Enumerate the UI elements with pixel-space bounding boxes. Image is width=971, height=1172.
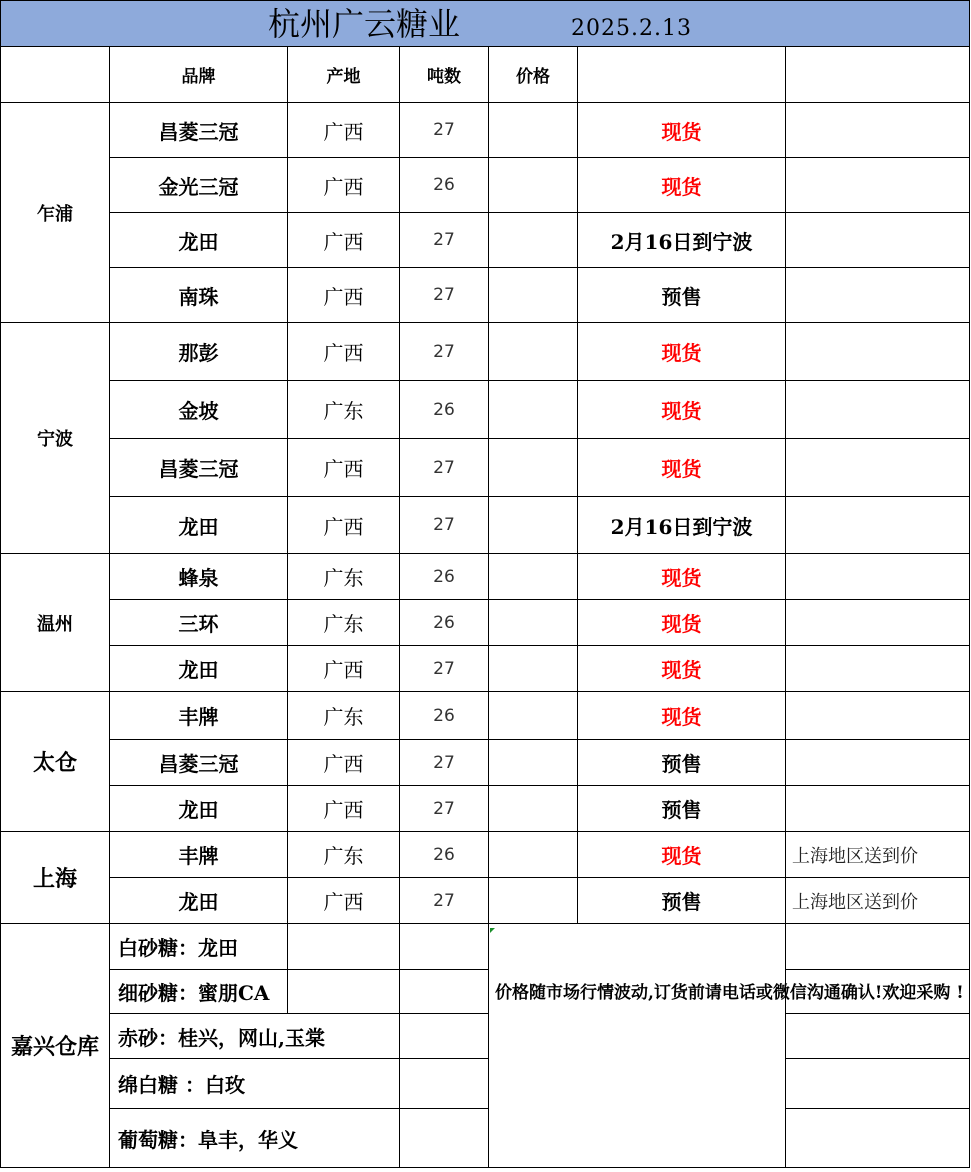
note-cell [786, 554, 970, 600]
warehouse-product: 白砂糖：龙田 [110, 924, 288, 970]
brand-cell: 丰牌 [110, 692, 288, 740]
tons-cell: 26 [400, 600, 489, 646]
header-origin: 产地 [288, 47, 400, 103]
warehouse-product: 赤砂：桂兴，网山,玉棠 [110, 1014, 400, 1059]
status-cell: 预售 [578, 268, 786, 323]
note-cell [786, 646, 970, 692]
brand-cell: 昌菱三冠 [110, 740, 288, 786]
price-cell [489, 497, 578, 554]
status-cell: 2月16日到宁波 [578, 497, 786, 554]
title-bar [0, 0, 970, 47]
note-cell [786, 740, 970, 786]
origin-cell: 广西 [288, 158, 400, 213]
price-cell [489, 692, 578, 740]
status-cell: 现货 [578, 439, 786, 497]
warehouse-blank-cell [400, 1109, 489, 1168]
price-cell [489, 554, 578, 600]
origin-cell: 广西 [288, 497, 400, 554]
header-blank-cell [0, 47, 110, 103]
tons-cell: 27 [400, 323, 489, 381]
warehouse-blank-cell [400, 924, 489, 970]
brand-cell: 龙田 [110, 878, 288, 924]
brand-cell: 南珠 [110, 268, 288, 323]
header-note-blank [786, 47, 970, 103]
price-cell [489, 381, 578, 439]
note-cell [786, 103, 970, 158]
city-label: 乍浦 [0, 103, 110, 323]
city-label: 温州 [0, 554, 110, 692]
note-cell [786, 439, 970, 497]
status-cell: 现货 [578, 692, 786, 740]
status-cell: 现货 [578, 158, 786, 213]
origin-cell: 广西 [288, 878, 400, 924]
warehouse-product: 绵白糖 ：白玫 [110, 1059, 400, 1109]
price-cell [489, 323, 578, 381]
origin-cell: 广东 [288, 692, 400, 740]
status-cell: 现货 [578, 600, 786, 646]
header-status-blank [578, 47, 786, 103]
note-cell [786, 158, 970, 213]
tons-cell: 27 [400, 786, 489, 832]
note-blank-cell [786, 1059, 970, 1109]
city-label: 宁波 [0, 323, 110, 554]
tons-cell: 27 [400, 878, 489, 924]
status-cell: 预售 [578, 878, 786, 924]
note-blank-cell [786, 970, 970, 1014]
warehouse-product: 葡萄糖：阜丰，华义 [110, 1109, 400, 1168]
price-cell [489, 213, 578, 268]
note-cell [786, 268, 970, 323]
warehouse-blank-cell [400, 970, 489, 1014]
price-cell [489, 600, 578, 646]
tons-cell: 27 [400, 497, 489, 554]
brand-cell: 丰牌 [110, 832, 288, 878]
note-blank-cell [786, 1014, 970, 1059]
origin-cell: 广西 [288, 786, 400, 832]
warehouse-blank-cell [400, 1059, 489, 1109]
tons-cell: 27 [400, 268, 489, 323]
brand-cell: 那彭 [110, 323, 288, 381]
warehouse-blank-cell [400, 1014, 489, 1059]
origin-cell: 广西 [288, 323, 400, 381]
notice-line: 价格随市场行情波动, [495, 983, 654, 1003]
price-cell [489, 439, 578, 497]
tons-cell: 26 [400, 381, 489, 439]
origin-cell: 广西 [288, 439, 400, 497]
status-cell: 现货 [578, 381, 786, 439]
origin-cell: 广西 [288, 740, 400, 786]
tons-cell: 27 [400, 213, 489, 268]
price-date: 2025.2.13 [571, 16, 692, 41]
tons-cell: 26 [400, 832, 489, 878]
notice-line: 欢迎采购 ! [882, 983, 964, 1003]
tons-cell: 26 [400, 158, 489, 213]
brand-cell: 金光三冠 [110, 158, 288, 213]
note-cell [786, 323, 970, 381]
status-cell: 现货 [578, 103, 786, 158]
header-tons: 吨数 [400, 47, 489, 103]
status-cell: 现货 [578, 554, 786, 600]
brand-cell: 三环 [110, 600, 288, 646]
note-blank-cell [786, 1109, 970, 1168]
price-cell [489, 878, 578, 924]
origin-cell: 广东 [288, 832, 400, 878]
city-label: 上海 [0, 832, 110, 924]
origin-cell: 广西 [288, 213, 400, 268]
price-cell [489, 646, 578, 692]
price-cell [489, 268, 578, 323]
brand-cell: 昌菱三冠 [110, 103, 288, 158]
note-cell [786, 381, 970, 439]
tons-cell: 26 [400, 554, 489, 600]
origin-cell: 广东 [288, 554, 400, 600]
status-cell: 预售 [578, 786, 786, 832]
header-price: 价格 [489, 47, 578, 103]
warehouse-blank-cell [288, 924, 400, 970]
brand-cell: 昌菱三冠 [110, 439, 288, 497]
price-cell [489, 786, 578, 832]
status-cell: 预售 [578, 740, 786, 786]
brand-cell: 龙田 [110, 786, 288, 832]
price-cell [489, 740, 578, 786]
status-cell: 现货 [578, 646, 786, 692]
warehouse-label: 嘉兴仓库 [0, 924, 110, 1168]
note-cell [786, 213, 970, 268]
status-cell: 现货 [578, 323, 786, 381]
tons-cell: 27 [400, 740, 489, 786]
origin-cell: 广东 [288, 600, 400, 646]
brand-cell: 龙田 [110, 213, 288, 268]
notice-block [489, 924, 964, 1168]
cell-comment-marker [490, 928, 495, 933]
notice-line: 订货前请电话或微信沟通确认! [653, 983, 883, 1003]
note-cell [786, 786, 970, 832]
brand-cell: 蜂泉 [110, 554, 288, 600]
note-cell: 上海地区送到价 [786, 832, 970, 878]
tons-cell: 27 [400, 646, 489, 692]
note-cell [786, 497, 970, 554]
brand-cell: 金坡 [110, 381, 288, 439]
company-title: 杭州广云糖业 [268, 5, 461, 43]
price-cell [489, 158, 578, 213]
note-blank-cell [786, 924, 970, 970]
brand-cell: 龙田 [110, 497, 288, 554]
city-label: 太仓 [0, 692, 110, 832]
warehouse-blank-cell [288, 970, 400, 1014]
warehouse-product: 细砂糖：蜜朋CA [110, 970, 288, 1014]
note-cell [786, 600, 970, 646]
price-cell [489, 103, 578, 158]
price-cell [489, 832, 578, 878]
status-cell: 现货 [578, 832, 786, 878]
tons-cell: 26 [400, 692, 489, 740]
origin-cell: 广东 [288, 381, 400, 439]
tons-cell: 27 [400, 439, 489, 497]
tons-cell: 27 [400, 103, 489, 158]
origin-cell: 广西 [288, 646, 400, 692]
status-cell: 2月16日到宁波 [578, 213, 786, 268]
origin-cell: 广西 [288, 103, 400, 158]
origin-cell: 广西 [288, 268, 400, 323]
note-cell [786, 692, 970, 740]
header-brand: 品牌 [110, 47, 288, 103]
note-cell: 上海地区送到价 [786, 878, 970, 924]
brand-cell: 龙田 [110, 646, 288, 692]
